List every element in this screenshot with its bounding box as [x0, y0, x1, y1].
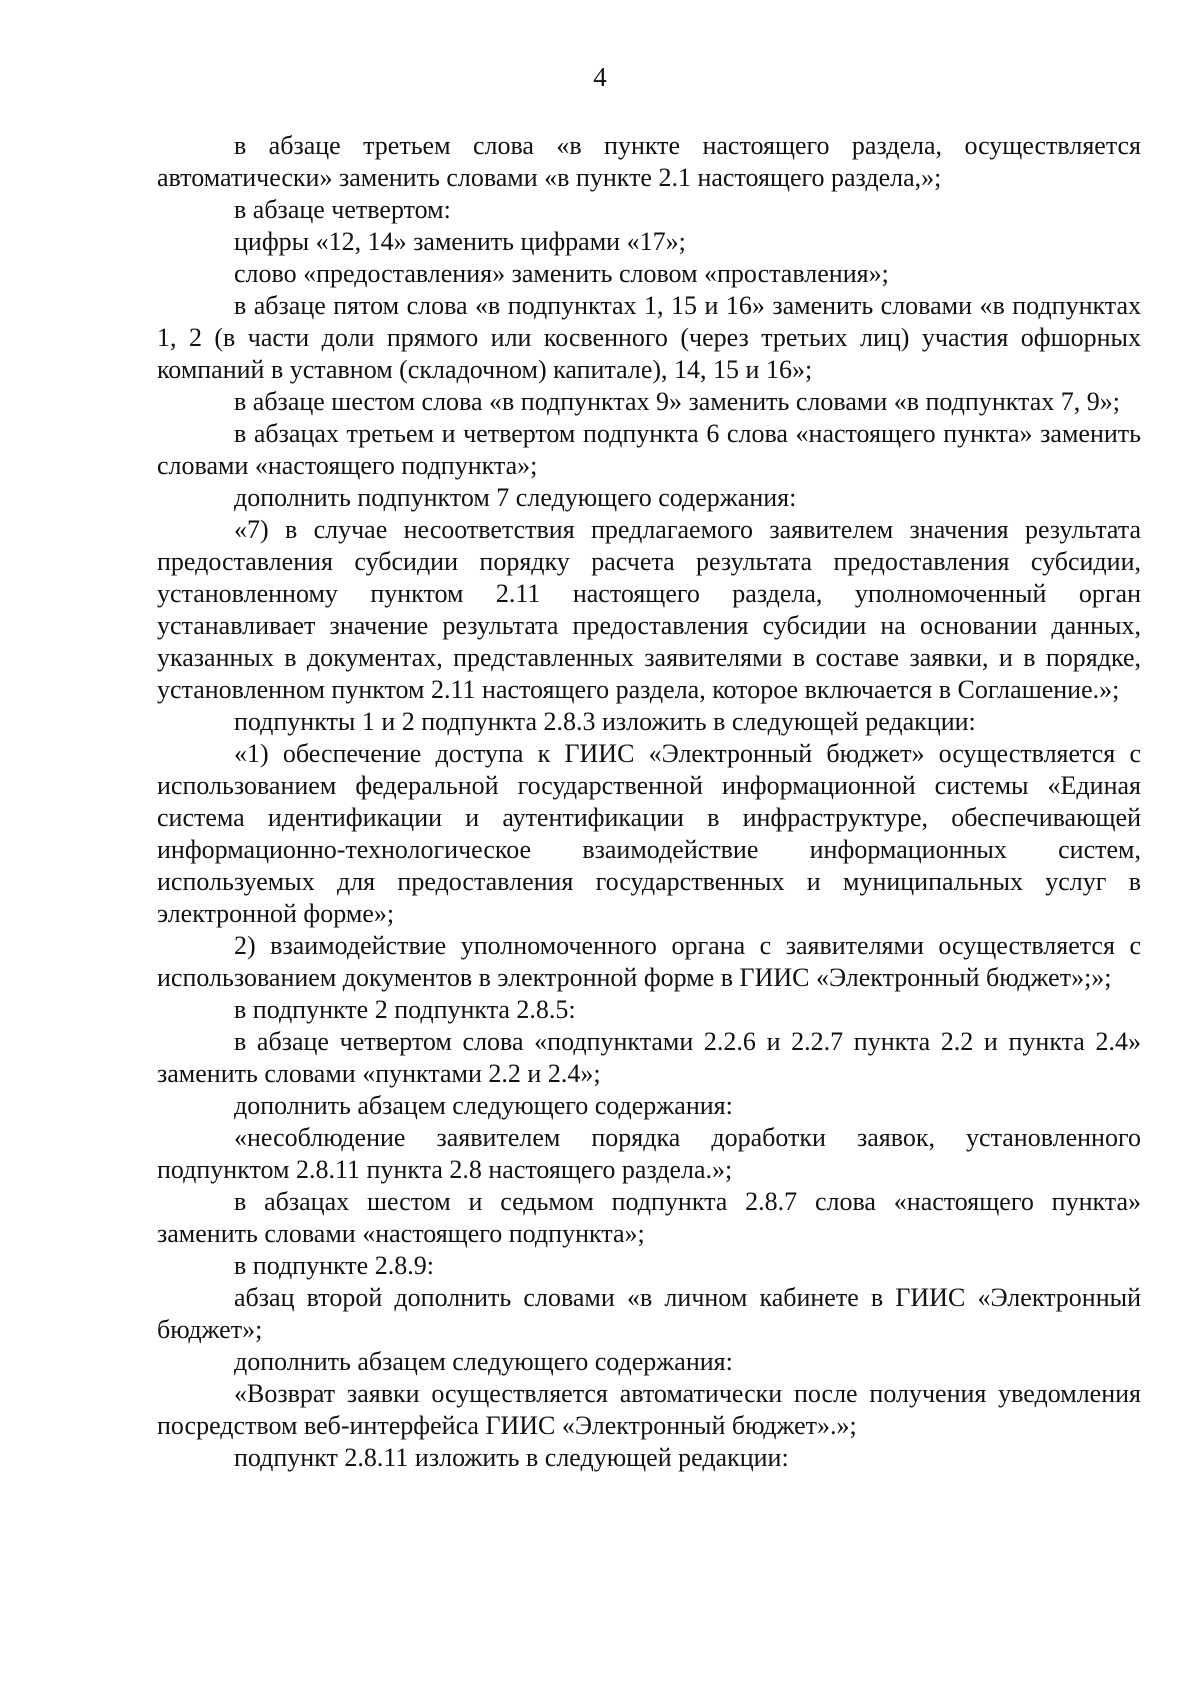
paragraph: в абзацах шестом и седьмом подпункта 2.8.7 слова «настоящего пункта» заменить словами «настоящего подпункта»; [157, 1187, 1141, 1248]
document-body [157, 130, 1141, 1474]
paragraph: цифры «12, 14» заменить цифрами «17»; [234, 227, 686, 256]
paragraph: «несоблюдение заявителем порядка доработки заявок, установленного подпунктом 2.8.11 пункта 2.8 настоящего раздела.»; [157, 1123, 1141, 1184]
paragraph: слово «предоставления» заменить словом «проставления»; [234, 259, 889, 288]
paragraph: в абзаце четвертом: [234, 195, 451, 224]
paragraph: в абзацах третьем и четвертом подпункта 6 слова «настоящего пункта» заменить словами «настоящего подпункта»; [157, 419, 1141, 480]
paragraph: подпункт 2.8.11 изложить в следующей редакции: [234, 1443, 789, 1472]
paragraph: в абзаце четвертом слова «подпунктами 2.2.6 и 2.2.7 пункта 2.2 и пункта 2.4» заменить словами «пунктами 2.2 и 2.4»; [157, 1027, 1141, 1088]
page-number: 4 [593, 62, 607, 92]
paragraph: 2) взаимодействие уполномоченного органа с заявителями осуществляется с использованием документов в электронной форме в ГИИС «Электронный бюджет»;»; [157, 931, 1141, 992]
paragraph: абзац второй дополнить словами «в личном кабинете в ГИИС «Электронный бюджет»; [157, 1283, 1141, 1344]
paragraph: в подпункте 2.8.9: [234, 1251, 434, 1280]
paragraph: дополнить абзацем следующего содержания: [234, 1091, 733, 1120]
paragraph: в абзаце шестом слова «в подпунктах 9» заменить словами «в подпунктах 7, 9»; [234, 387, 1120, 416]
paragraph: «1) обеспечение доступа к ГИИС «Электронный бюджет» осуществляется с использованием федеральной государственной информационной системы «Единая система идентификации и аутентификации в инфраструктуре, обеспечивающей информационно-технологическое взаимодействие информационных систем, используемых для предоставления государственных и муниципальных услуг в электронной форме»; [157, 739, 1141, 928]
paragraph: в подпункте 2 подпункта 2.8.5: [234, 995, 576, 1024]
paragraph: в абзаце пятом слова «в подпунктах 1, 15 и 16» заменить словами «в подпунктах 1, 2 (в части доли прямого или косвенного (через третьих лиц) участия офшорных компаний в уставном (складочном) капитале), 14, 15 и 16»; [157, 291, 1141, 384]
paragraph: в абзаце третьем слова «в пункте настоящего раздела, осуществляется автоматически» заменить словами «в пункте 2.1 настоящего раздела,»; [157, 131, 1141, 192]
paragraph: дополнить абзацем следующего содержания: [234, 1347, 733, 1376]
paragraph: подпункты 1 и 2 подпункта 2.8.3 изложить в следующей редакции: [234, 707, 976, 736]
paragraph: «7) в случае несоответствия предлагаемого заявителем значения результата предоставления субсидии порядку расчета результата предоставления субсидии, установленному пунктом 2.11 настоящего раздела, уполномоченный орган устанавливает значение результата предоставления субсидии на основании данных, указанных в документах, представленных заявителями в составе заявки, и в порядке, установленном пунктом 2.11 настоящего раздела, которое включается в Соглашение.»; [157, 515, 1141, 704]
paragraph: «Возврат заявки осуществляется автоматически после получения уведомления посредством веб-интерфейса ГИИС «Электронный бюджет».»; [157, 1379, 1141, 1440]
paragraph: дополнить подпунктом 7 следующего содержания: [234, 483, 797, 512]
